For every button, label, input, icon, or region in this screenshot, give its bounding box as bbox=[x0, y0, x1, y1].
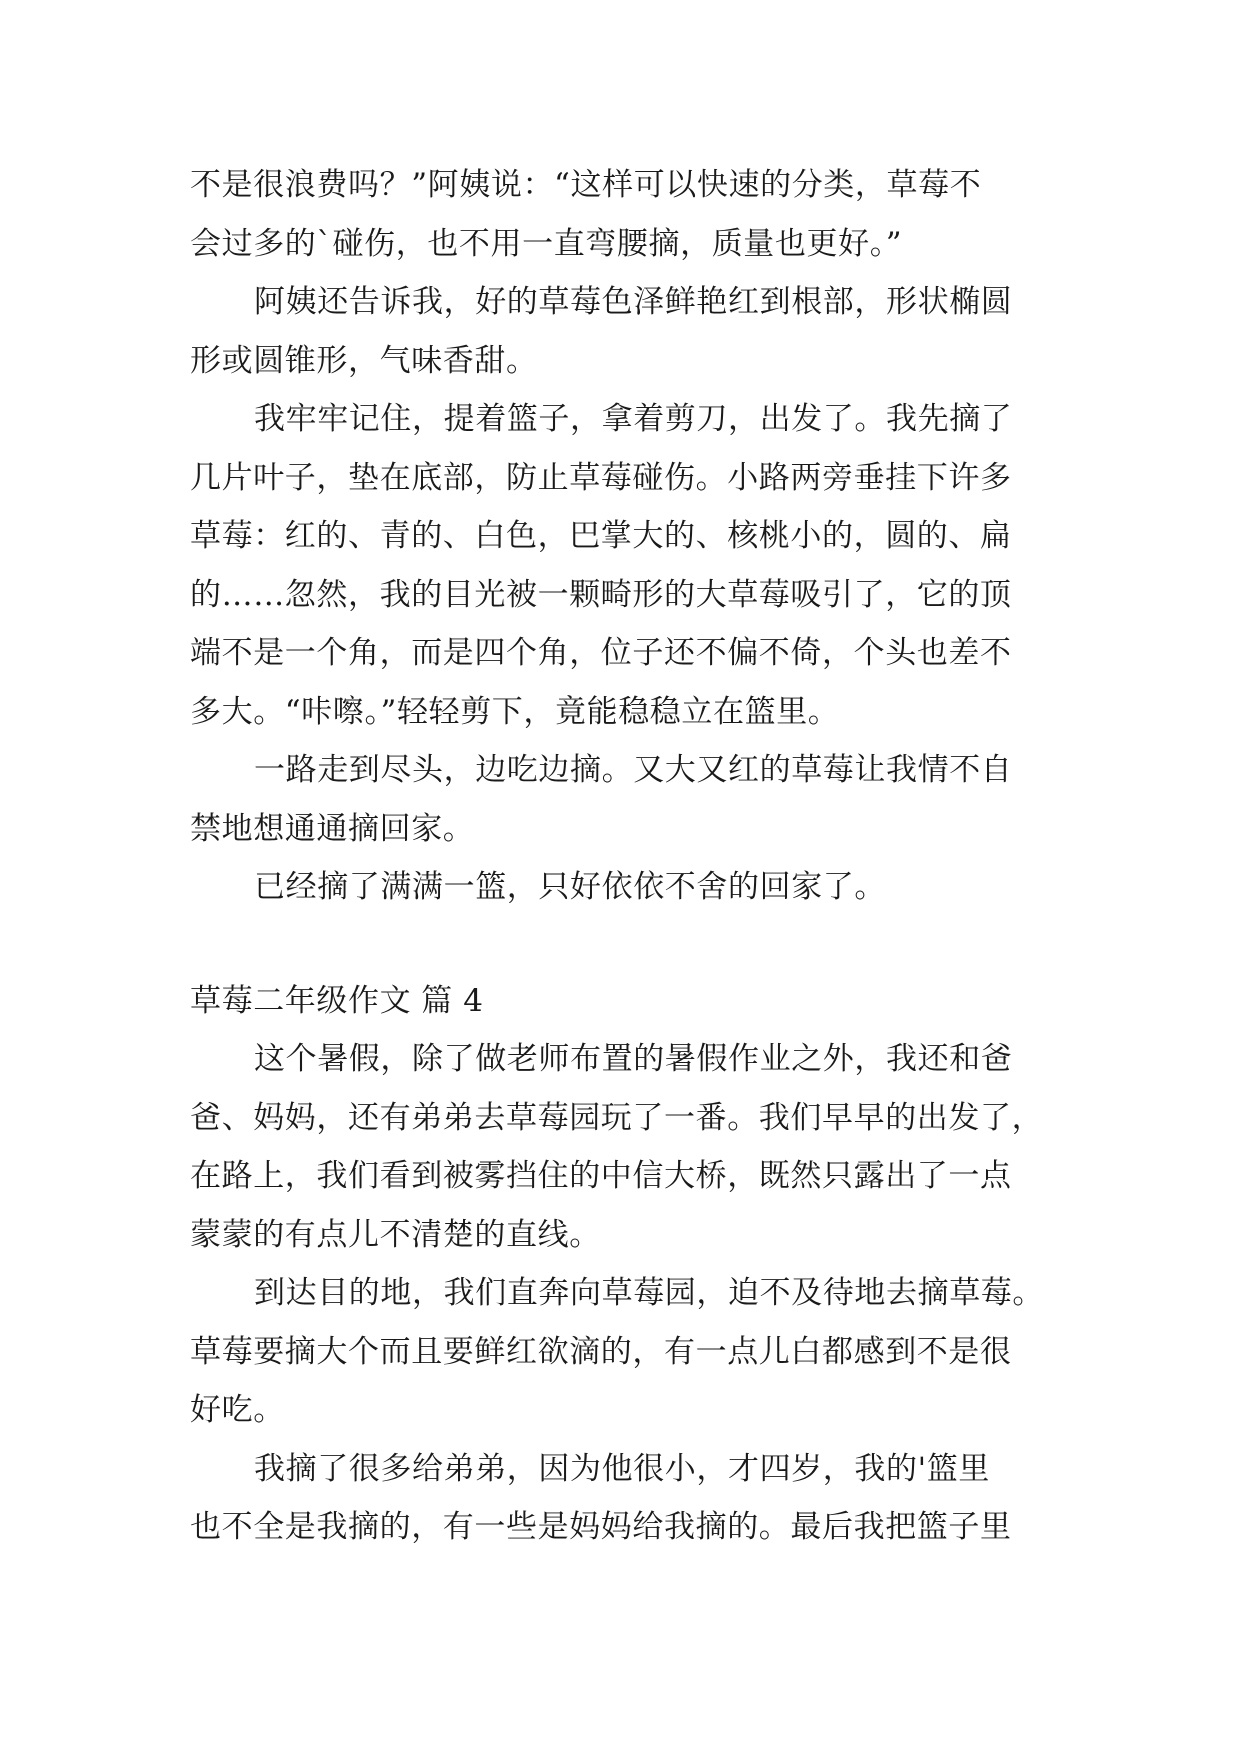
text-line: 草莓：红的、青的、白色，巴掌大的、核桃小的，圆的、扁 bbox=[190, 518, 1012, 554]
text-line: 几片叶子，垫在底部，防止草莓碰伤。小路两旁垂挂下许多 bbox=[190, 459, 1012, 496]
text-line: 爸、妈妈，还有弟弟去草莓园玩了一番。我们早早的出发了， bbox=[190, 1099, 1044, 1136]
text-line: 会过多的`碰伤，也不用一直弯腰摘，质量也更好。” bbox=[190, 225, 903, 262]
text-line: 形或圆锥形，气味香甜。 bbox=[190, 342, 538, 379]
previous-article-section bbox=[190, 156, 1060, 917]
text-line: 的……忽然，我的目光被一颗畸形的大草莓吸引了，它的顶 bbox=[190, 576, 1012, 613]
text-line: 我摘了很多给弟弟，因为他很小，才四岁，我的'篮里 bbox=[254, 1450, 990, 1487]
text-line: 端不是一个角，而是四个角，位子还不偏不倚，个头也差不 bbox=[190, 635, 1012, 671]
text-line: 蒙蒙的有点儿不清楚的直线。 bbox=[190, 1216, 601, 1253]
text-line: 我牢牢记住，提着篮子，拿着剪刀，出发了。我先摘了 bbox=[254, 401, 1013, 437]
text-line: 在路上，我们看到被雾挡住的中信大桥，既然只露出了一点 bbox=[190, 1158, 1012, 1194]
article-title: 草莓二年级作文 bbox=[190, 982, 412, 1019]
text-line: 禁地想通通摘回家。 bbox=[190, 810, 475, 847]
text-line: 一路走到尽头，边吃边摘。又大又红的草莓让我情不自 bbox=[254, 752, 1013, 788]
text-line: 多大。“咔嚓。”轻轻剪下，竟能稳稳立在篮里。 bbox=[190, 693, 840, 730]
article-number: 篇 4 bbox=[421, 982, 484, 1019]
text-line: 已经摘了满满一篮，只好依依不舍的回家了。 bbox=[254, 869, 886, 905]
text-line: 也不全是我摘的，有一些是妈妈给我摘的。最后我把篮子里 bbox=[190, 1509, 1012, 1545]
text-line: 草莓要摘大个而且要鲜红欲滴的，有一点儿白都感到不是很 bbox=[190, 1333, 1012, 1370]
text-line: 这个暑假，除了做老师布置的暑假作业之外，我还和爸 bbox=[254, 1041, 1013, 1077]
section-gap bbox=[190, 917, 1060, 972]
current-article-section bbox=[190, 1030, 1060, 1557]
text-line: 不是很浪费吗？”阿姨说：“这样可以快速的分类，草莓不 bbox=[190, 167, 982, 203]
article-body bbox=[190, 156, 1060, 1557]
text-line: 好吃。 bbox=[190, 1392, 285, 1428]
article-heading bbox=[190, 972, 1060, 1031]
text-line: 阿姨还告诉我，好的草莓色泽鲜艳红到根部，形状椭圆 bbox=[254, 284, 1013, 320]
text-line: 到达目的地，我们直奔向草莓园，迫不及待地去摘草莓。 bbox=[254, 1275, 1044, 1311]
